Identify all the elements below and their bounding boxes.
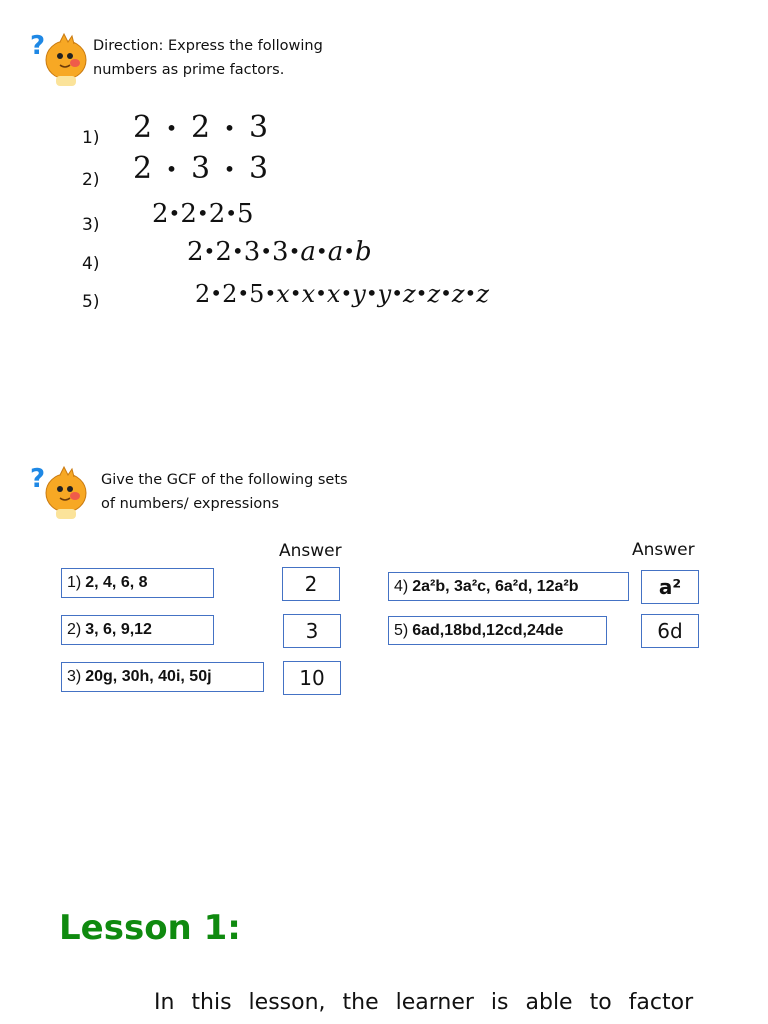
factor: 3 xyxy=(248,151,271,186)
direction-text xyxy=(93,34,323,82)
factor: b xyxy=(355,237,372,267)
factor: 2 xyxy=(222,280,238,308)
prime-factorization: 2•2•3•3•a•a•b xyxy=(187,237,372,267)
factor: 2 xyxy=(152,199,169,229)
gcf-problem-box xyxy=(61,662,264,692)
answer-header: Answer xyxy=(279,541,342,561)
factor: 3 xyxy=(248,110,271,145)
factor: z xyxy=(476,280,489,308)
item-number: 4) xyxy=(82,254,100,274)
factor: 3 xyxy=(190,151,213,186)
direction-line: Give the GCF of the following sets xyxy=(101,472,348,488)
item-number: 2) xyxy=(82,170,100,190)
factor: 2 xyxy=(215,237,232,267)
factor: y xyxy=(352,280,366,308)
item-number: 3) xyxy=(82,215,100,235)
svg-text:?: ? xyxy=(30,464,46,494)
factor: y xyxy=(377,280,392,308)
mascot-question-icon xyxy=(30,463,92,521)
prime-factorization: 2•2•5•x•x•x•y•y•z•z•z•z xyxy=(195,280,489,308)
factor: x xyxy=(276,280,290,308)
gcf-problem-box xyxy=(388,572,629,601)
factor: 5 xyxy=(249,280,265,308)
gcf-answer-box: 3 xyxy=(283,614,341,648)
factor: 3 xyxy=(243,237,261,267)
gcf-answer-box: 2 xyxy=(282,567,340,601)
gcf-direction-text xyxy=(101,468,348,516)
problem-number: 4) xyxy=(394,577,409,595)
factor: x xyxy=(301,280,316,308)
prime-factorization: 2 • 3 • 3 xyxy=(133,151,271,186)
factor: 3 xyxy=(272,237,289,267)
gcf-answer-box: a² xyxy=(641,570,699,604)
factor: 2 xyxy=(187,237,204,267)
factor: 2 xyxy=(195,280,211,308)
problem-text: 2, 4, 6, 8 xyxy=(85,574,148,591)
direction-line: of numbers/ expressions xyxy=(101,496,279,512)
factor: z xyxy=(427,280,441,308)
gcf-problem-box xyxy=(388,616,607,645)
factor: z xyxy=(402,280,416,308)
gcf-answer-box: 10 xyxy=(283,661,341,695)
lesson-title: Lesson 1: xyxy=(59,908,241,948)
problem-number: 3) xyxy=(67,668,82,685)
prime-factorization: 2•2•2•5 xyxy=(152,199,254,229)
direction-line: Direction: Express the following xyxy=(93,38,323,54)
factor: 5 xyxy=(237,199,254,229)
gcf-problem-box xyxy=(61,568,214,598)
factor: a xyxy=(327,237,344,267)
problem-text: 6ad,18bd,12cd,24de xyxy=(412,621,564,639)
item-number: 1) xyxy=(82,128,100,148)
svg-text:?: ? xyxy=(30,31,46,61)
factor: z xyxy=(451,280,465,308)
direction-line: numbers as prime factors. xyxy=(93,62,285,78)
factor: 2 xyxy=(190,110,213,145)
factor: x xyxy=(326,280,341,308)
factor: 2 xyxy=(133,151,155,186)
gcf-problem-box xyxy=(61,615,214,645)
answer-header: Answer xyxy=(632,540,695,560)
gcf-answer-box: 6d xyxy=(641,614,699,648)
factor: a xyxy=(300,237,316,267)
problem-text: 2a²b, 3a²c, 6a²d, 12a²b xyxy=(412,577,579,595)
problem-text: 20g, 30h, 40i, 50j xyxy=(85,668,212,685)
problem-number: 1) xyxy=(67,574,82,591)
lesson-paragraph: In this lesson, the learner is able to factor xyxy=(154,990,694,1015)
prime-factorization: 2 • 2 • 3 xyxy=(133,110,271,145)
problem-number: 5) xyxy=(394,621,409,639)
mascot-question-icon xyxy=(30,30,92,88)
problem-text: 3, 6, 9,12 xyxy=(85,621,152,638)
factor: 2 xyxy=(133,110,155,145)
factor: 2 xyxy=(208,199,226,229)
problem-number: 2) xyxy=(67,621,82,638)
item-number: 5) xyxy=(82,292,100,312)
factor: 2 xyxy=(180,199,197,229)
